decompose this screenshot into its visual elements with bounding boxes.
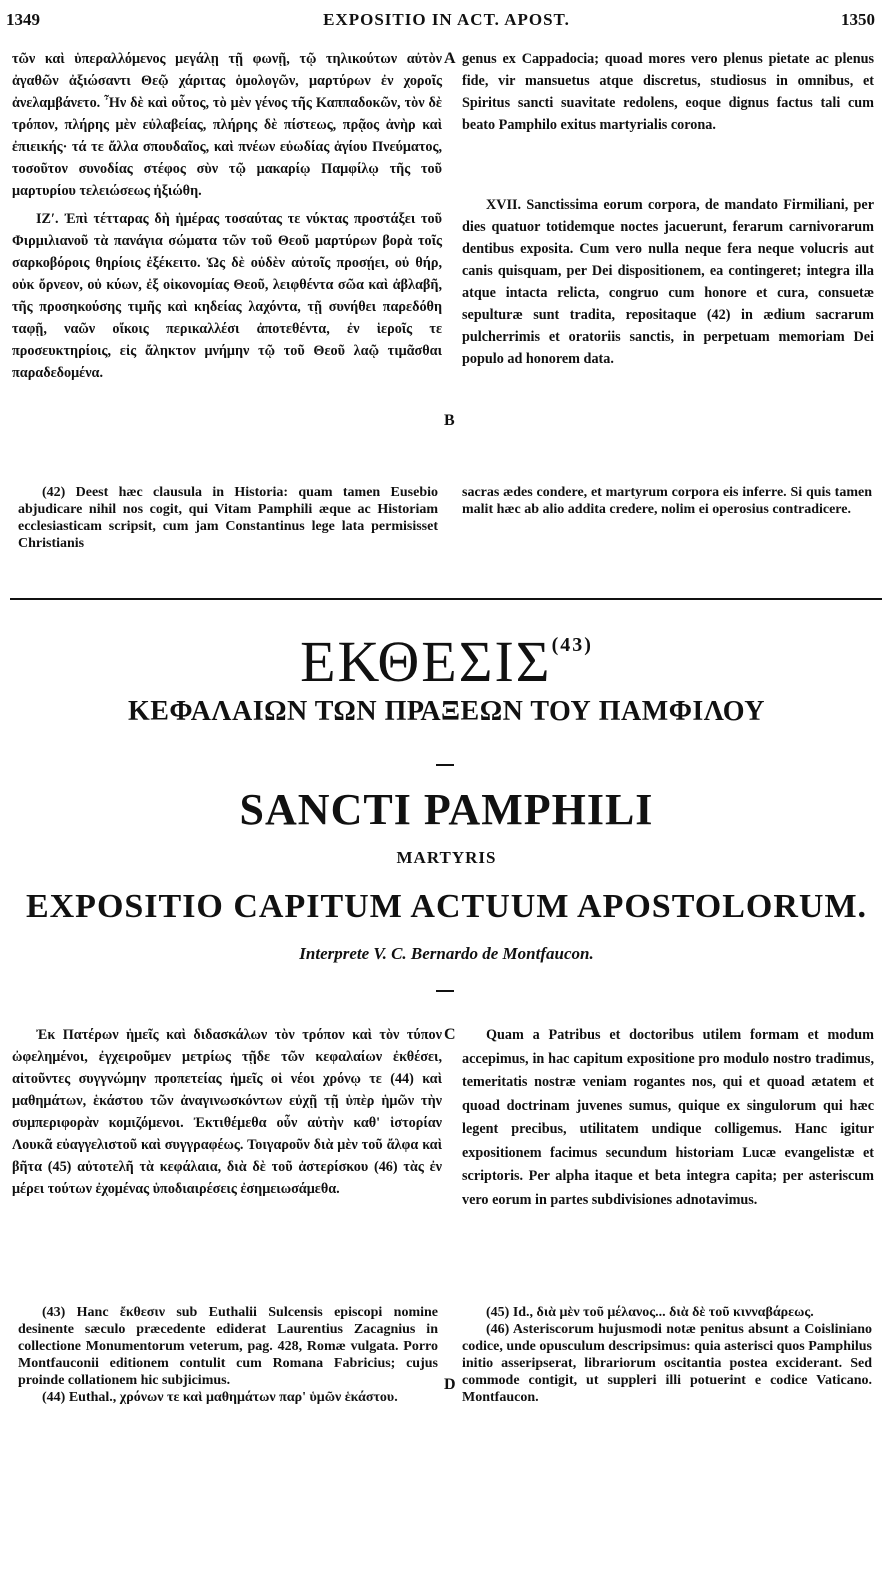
latin-preface: Quam a Patribus et doctoribus utilem formam et modum accepimus, in hac capitum expositione pro modulo nostro tradimus, temeritatis nostræ veniam rogantes nos, qui et quoad ætatem et quoad doctrinam juvenes sumus, quique ex singulorum qui hæc legent precibus, utilitatem undique colligemus. Hanc igitur expositionem facimus secundum historiam Lucæ evangelistæ et scriptoris. Per alpha itaque et beta integra capita; per asteriscum vero eorum in partes subdivisiones adnotavimus. bbox=[462, 1027, 874, 1208]
heading-dash-2 bbox=[436, 990, 454, 992]
greek-column-top bbox=[12, 48, 442, 384]
heading-greek-title: ΕΚΘΕΣΙΣ$^{(43)}$ bbox=[300, 629, 593, 694]
margin-mark-a: A bbox=[444, 50, 456, 67]
footnotes-right bbox=[462, 1304, 872, 1406]
greek-paragraph-17: ΙΖʹ. Ἐπὶ τέτταρας δὴ ἡμέρας τοσαύτας τε νύκτας προστάξει τοῦ Φιρμιλιανοῦ τὰ πανάγια σώματα τῶν τοῦ Θεοῦ μαρτύρων βορὰ τοῖς σαρκοβόροις θηρίοις ἐξέκειτο. Ὡς δὲ οὐδὲν αὐτοῖς προσῄει, οὐ θήρ, οὐκ ὄρνεον, οὐ κύων, ἐξ οἰκονομίας Θεοῦ, λειφθέντα σῶα καὶ ἀβλαβῆ, τῆς προσηκούσης τιμῆς καὶ κηδείας λαχόντα, τῇ συνήθει παρεδόθη ταφῇ, ναῶν οἴκοις περικαλλέσι ἀποτεθέντα, ἐν ἱεροῖς τε προσευκτηρίοις, εἰς ἄληκτον μνήμην τῷ τοῦ Θεοῦ λαῷ τιμᾶσθαι παραδεδομένα. bbox=[12, 211, 442, 381]
footnote-ref-43: (43) bbox=[551, 634, 593, 656]
margin-mark-b: B bbox=[444, 412, 455, 429]
footnote-42-right: sacras ædes condere, et martyrum corpora eis inferre. Si quis tamen malit hæc ab alio addita credere, nolim ei operosius contradicere. bbox=[462, 485, 872, 517]
margin-mark-c: C bbox=[444, 1026, 456, 1043]
heading-martyris: MARTYRIS bbox=[396, 848, 497, 867]
running-header bbox=[0, 8, 893, 34]
heading-interpreter: Interprete V. C. Bernardo de Montfaucon. bbox=[299, 944, 594, 963]
latin-column-top bbox=[462, 48, 874, 370]
footnote-45: (45) Id., διὰ μὲν τοῦ μέλανος... διὰ δὲ τοῦ κινναβάρεως. bbox=[486, 1305, 814, 1320]
footnote-46: (46) Asteriscorum hujusmodi notæ penitus absunt a Coisliniano codice, unde opusculum descripsimus: quia asterisci quos Pamphilus initio asseripserat, librariorum oscitantia postea exciderant. Sed commode contigit, ut suppleri illi potuerint e codice Vaticano. Montfaucon. bbox=[462, 1322, 872, 1405]
heading-greek-subtitle: ΚΕΦΑΛΑΙΩΝ ΤΩΝ ΠΡΑΞΕΩΝ ΤΟΥ ΠΑΜΦΙΛΟΥ bbox=[127, 696, 766, 727]
latin-paragraph-16: genus ex Cappadocia; quoad mores vero plenus pietate ac plenus fide, vir mansuetus atque discretus, studiosus in omnibus, et Spiritus sancti suavitate redolens, eoque dignus factus tali cum beato Pamphilo exitus martyrialis corona. bbox=[462, 51, 874, 133]
section-divider bbox=[10, 598, 882, 600]
page-number-left: 1349 bbox=[6, 10, 40, 29]
footnotes-left bbox=[18, 1304, 438, 1406]
heading-expositio: EXPOSITIO CAPITUM ACTUUM APOSTOLORUM. bbox=[25, 888, 868, 925]
footnote-42-left: (42) Deest hæc clausula in Historia: quam tamen Eusebio abjudicare nihil nos cogit, qui Vitam Pamphili æque ac Historiam ecclesiasticam scripsit, cum jam Constantinus lege lata permisisset Christianis bbox=[18, 485, 438, 551]
page-number-right: 1350 bbox=[841, 10, 875, 29]
heading-latin-title: SANCTI PAMPHILI bbox=[239, 785, 654, 834]
footnote-43: (43) Hanc ἔκθεσιν sub Euthalii Sulcensis episcopi nomine desinente sæculo præcedente ediderat Laurentius Zacagnius in collectione Monumentorum veterum, pag. 428, Romæ vulgata. Porro Montfauconii editionem contulit cum Romana Fabricius; cujus proinde collationem hic subjicimus. bbox=[18, 1305, 438, 1388]
latin-column-bottom bbox=[462, 1024, 874, 1212]
greek-paragraph-16: τῶν καὶ ὑπεραλλόμενος μεγάλῃ τῇ φωνῇ, τῷ τηλικούτων αὐτὸν ἀγαθῶν ἀξιώσαντι Θεῷ χάριτας ὁμολογῶν, μαρτύρων ἐν χοροῖς ἀνελαμβάνετο. Ἦν δὲ καὶ οὗτος, τὸ μὲν γένος τῆς Καππαδοκῶν, τὸν δὲ τρόπον, πλήρης μὲν εὐλαβείας, πλήρης δὲ πίστεως, πρᾷος ἀνὴρ καὶ ἐπιεικής· τά τε ἄλλα σπουδαῖος, καὶ πνέων εὐωδίας ἁγίου Πνεύματος, τοσοῦτον συνοδίας στέφος σὺν τῷ μακαρίῳ Παμφίλῳ τῆς τοῦ μαρτυρίου τελειώσεως ἠξιώθη. bbox=[12, 51, 442, 199]
greek-column-bottom bbox=[12, 1024, 442, 1200]
margin-mark-d: D bbox=[444, 1376, 456, 1393]
latin-paragraph-17: XVII. Sanctissima eorum corpora, de mandato Firmiliani, per dies quatuor totidemque noctes jacuerunt, ferarum carnivorarum dentibus exposita. Cum vero nulla neque fera neque volucris aut canis quisquam, per Dei dispositionem, ea contingeret; integra illa atque intacta relicta, congruo cum honore et cura, consuetæ sepulturæ sunt tradita, repositaque (42) in ædium sacrarum pulcherrimis et oratoriis sanctis, in perpetuam memoriam Dei populo ad honorem data. bbox=[462, 197, 874, 367]
heading-dash bbox=[436, 764, 454, 766]
running-title: EXPOSITIO IN ACT. APOST. bbox=[323, 10, 570, 29]
greek-preface: Ἐκ Πατέρων ἡμεῖς καὶ διδασκάλων τὸν τρόπον καὶ τὸν τύπον ὠφελημένοι, ἐγχειροῦμεν μετρίως τῇδε τῶν κεφαλαίων ἐκθέσει, αἰτοῦντες συγγνώμην προπετείας ἡμεῖς οἱ νέοι χρόνῳ τε (44) καὶ μαθημάτων, ἑκάστου τῶν ἀναγινωσκόντων εὐχῇ τῇ ὑπὲρ ἡμῶν τὴν συμπεριφορὰν κομιζόμενοι. Ἐκτιθέμεθα οὖν αὐτὴν καθ' ἱστορίαν Λουκᾶ εὐαγγελιστοῦ καὶ συγγραφέως. Τοιγαροῦν διὰ μὲν τοῦ ἄλφα καὶ βῆτα (45) αὐτοτελῆ τὰ κεφάλαια, διὰ δὲ τοῦ ἀστερίσκου (46) τὰς ἐν μέρει τούτων ἐχομένας ὑποδιαιρέσεις ἐσημειωσάμεθα. bbox=[12, 1027, 442, 1197]
footnote-44: (44) Euthal., χρόνων τε καὶ μαθημάτων παρ' ὑμῶν ἑκάστου. bbox=[42, 1390, 398, 1405]
